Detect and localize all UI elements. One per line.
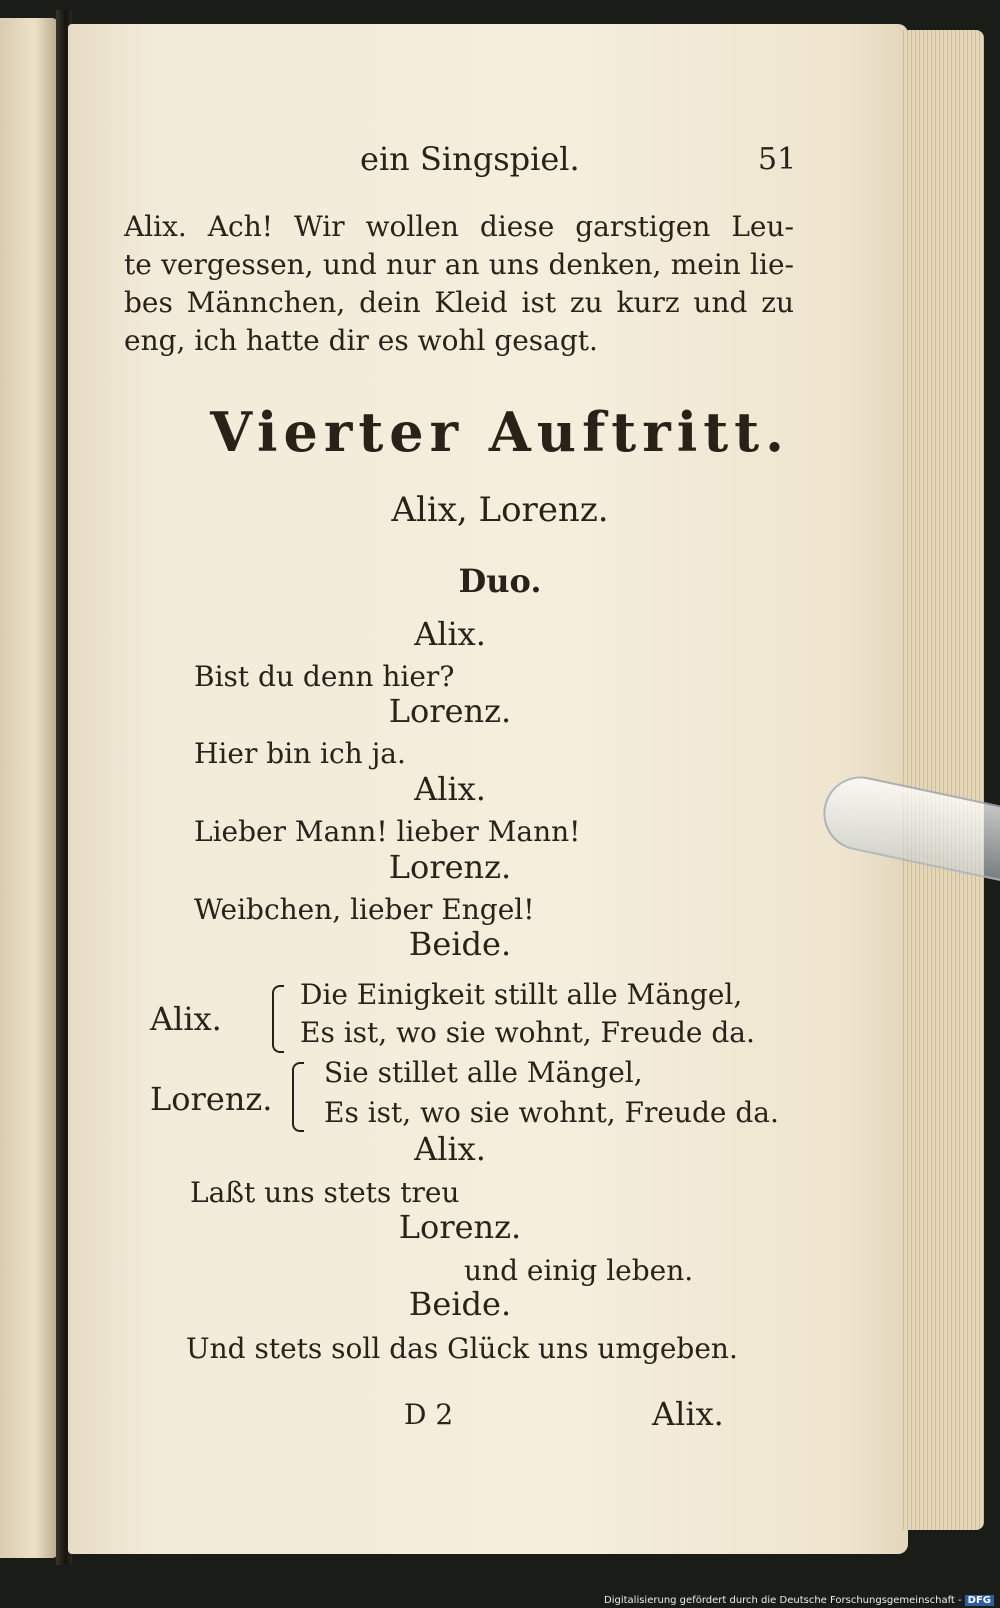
scene-cast: Alix, Lorenz.	[391, 490, 609, 530]
dfg-logo: DFG	[965, 1595, 994, 1606]
sung-line: Es ist, wo sie wohnt, Freude da.	[300, 1016, 755, 1049]
brace-speaker-lorenz: Lorenz.	[150, 1080, 273, 1118]
digitization-credit	[604, 1595, 994, 1606]
signature-mark: D 2	[404, 1398, 454, 1431]
sung-line: Und stets soll das Glück uns umgeben.	[186, 1332, 738, 1365]
sung-line: Laßt uns stets treu	[190, 1176, 460, 1209]
speech-line-3: bes Männchen, dein Kleid ist zu kurz und zu	[124, 286, 794, 319]
sung-line: Hier bin ich ja.	[194, 737, 406, 770]
sung-line: Lieber Mann! lieber Mann!	[194, 815, 581, 848]
page-number: 51	[758, 142, 797, 177]
sung-line: Es ist, wo sie wohnt, Freude da.	[324, 1096, 779, 1129]
speech-line-2: te vergessen, und nur an uns denken, mein lie-	[124, 248, 794, 281]
catchword: Alix.	[652, 1395, 724, 1433]
speaker-label: Alix.	[414, 1130, 486, 1168]
speech-line-4: eng, ich hatte dir es wohl gesagt.	[124, 324, 598, 357]
opening-speech	[124, 208, 794, 360]
sung-line: und einig leben.	[464, 1254, 694, 1287]
speaker-label: Alix.	[414, 615, 486, 653]
speaker-label: Lorenz.	[398, 1208, 522, 1246]
sung-line: Sie stillet alle Mängel,	[324, 1056, 643, 1089]
running-head: ein Singspiel.	[360, 140, 580, 178]
speaker-label: Alix.	[414, 770, 486, 808]
speaker-label: Beide.	[408, 1285, 512, 1323]
scene-title: Vierter Auftritt.	[210, 400, 790, 464]
curly-brace	[272, 985, 284, 1053]
curly-brace	[292, 1062, 304, 1132]
speech-line-1: Alix. Ach! Wir wollen diese garstigen Leu-	[124, 210, 794, 243]
musical-form-heading: Duo.	[458, 562, 542, 600]
credit-text: Digitalisierung gefördert durch die Deutsche Forschungsgemeinschaft -	[604, 1595, 962, 1606]
brace-speaker-alix: Alix.	[150, 1000, 222, 1038]
speaker-label: Lorenz.	[388, 848, 512, 886]
sung-line: Bist du denn hier?	[194, 660, 455, 693]
speaker-label: Beide.	[408, 925, 512, 963]
sung-line: Die Einigkeit stillt alle Mängel,	[300, 978, 743, 1011]
speaker-label: Lorenz.	[388, 692, 512, 730]
sung-line: Weibchen, lieber Engel!	[194, 893, 535, 926]
